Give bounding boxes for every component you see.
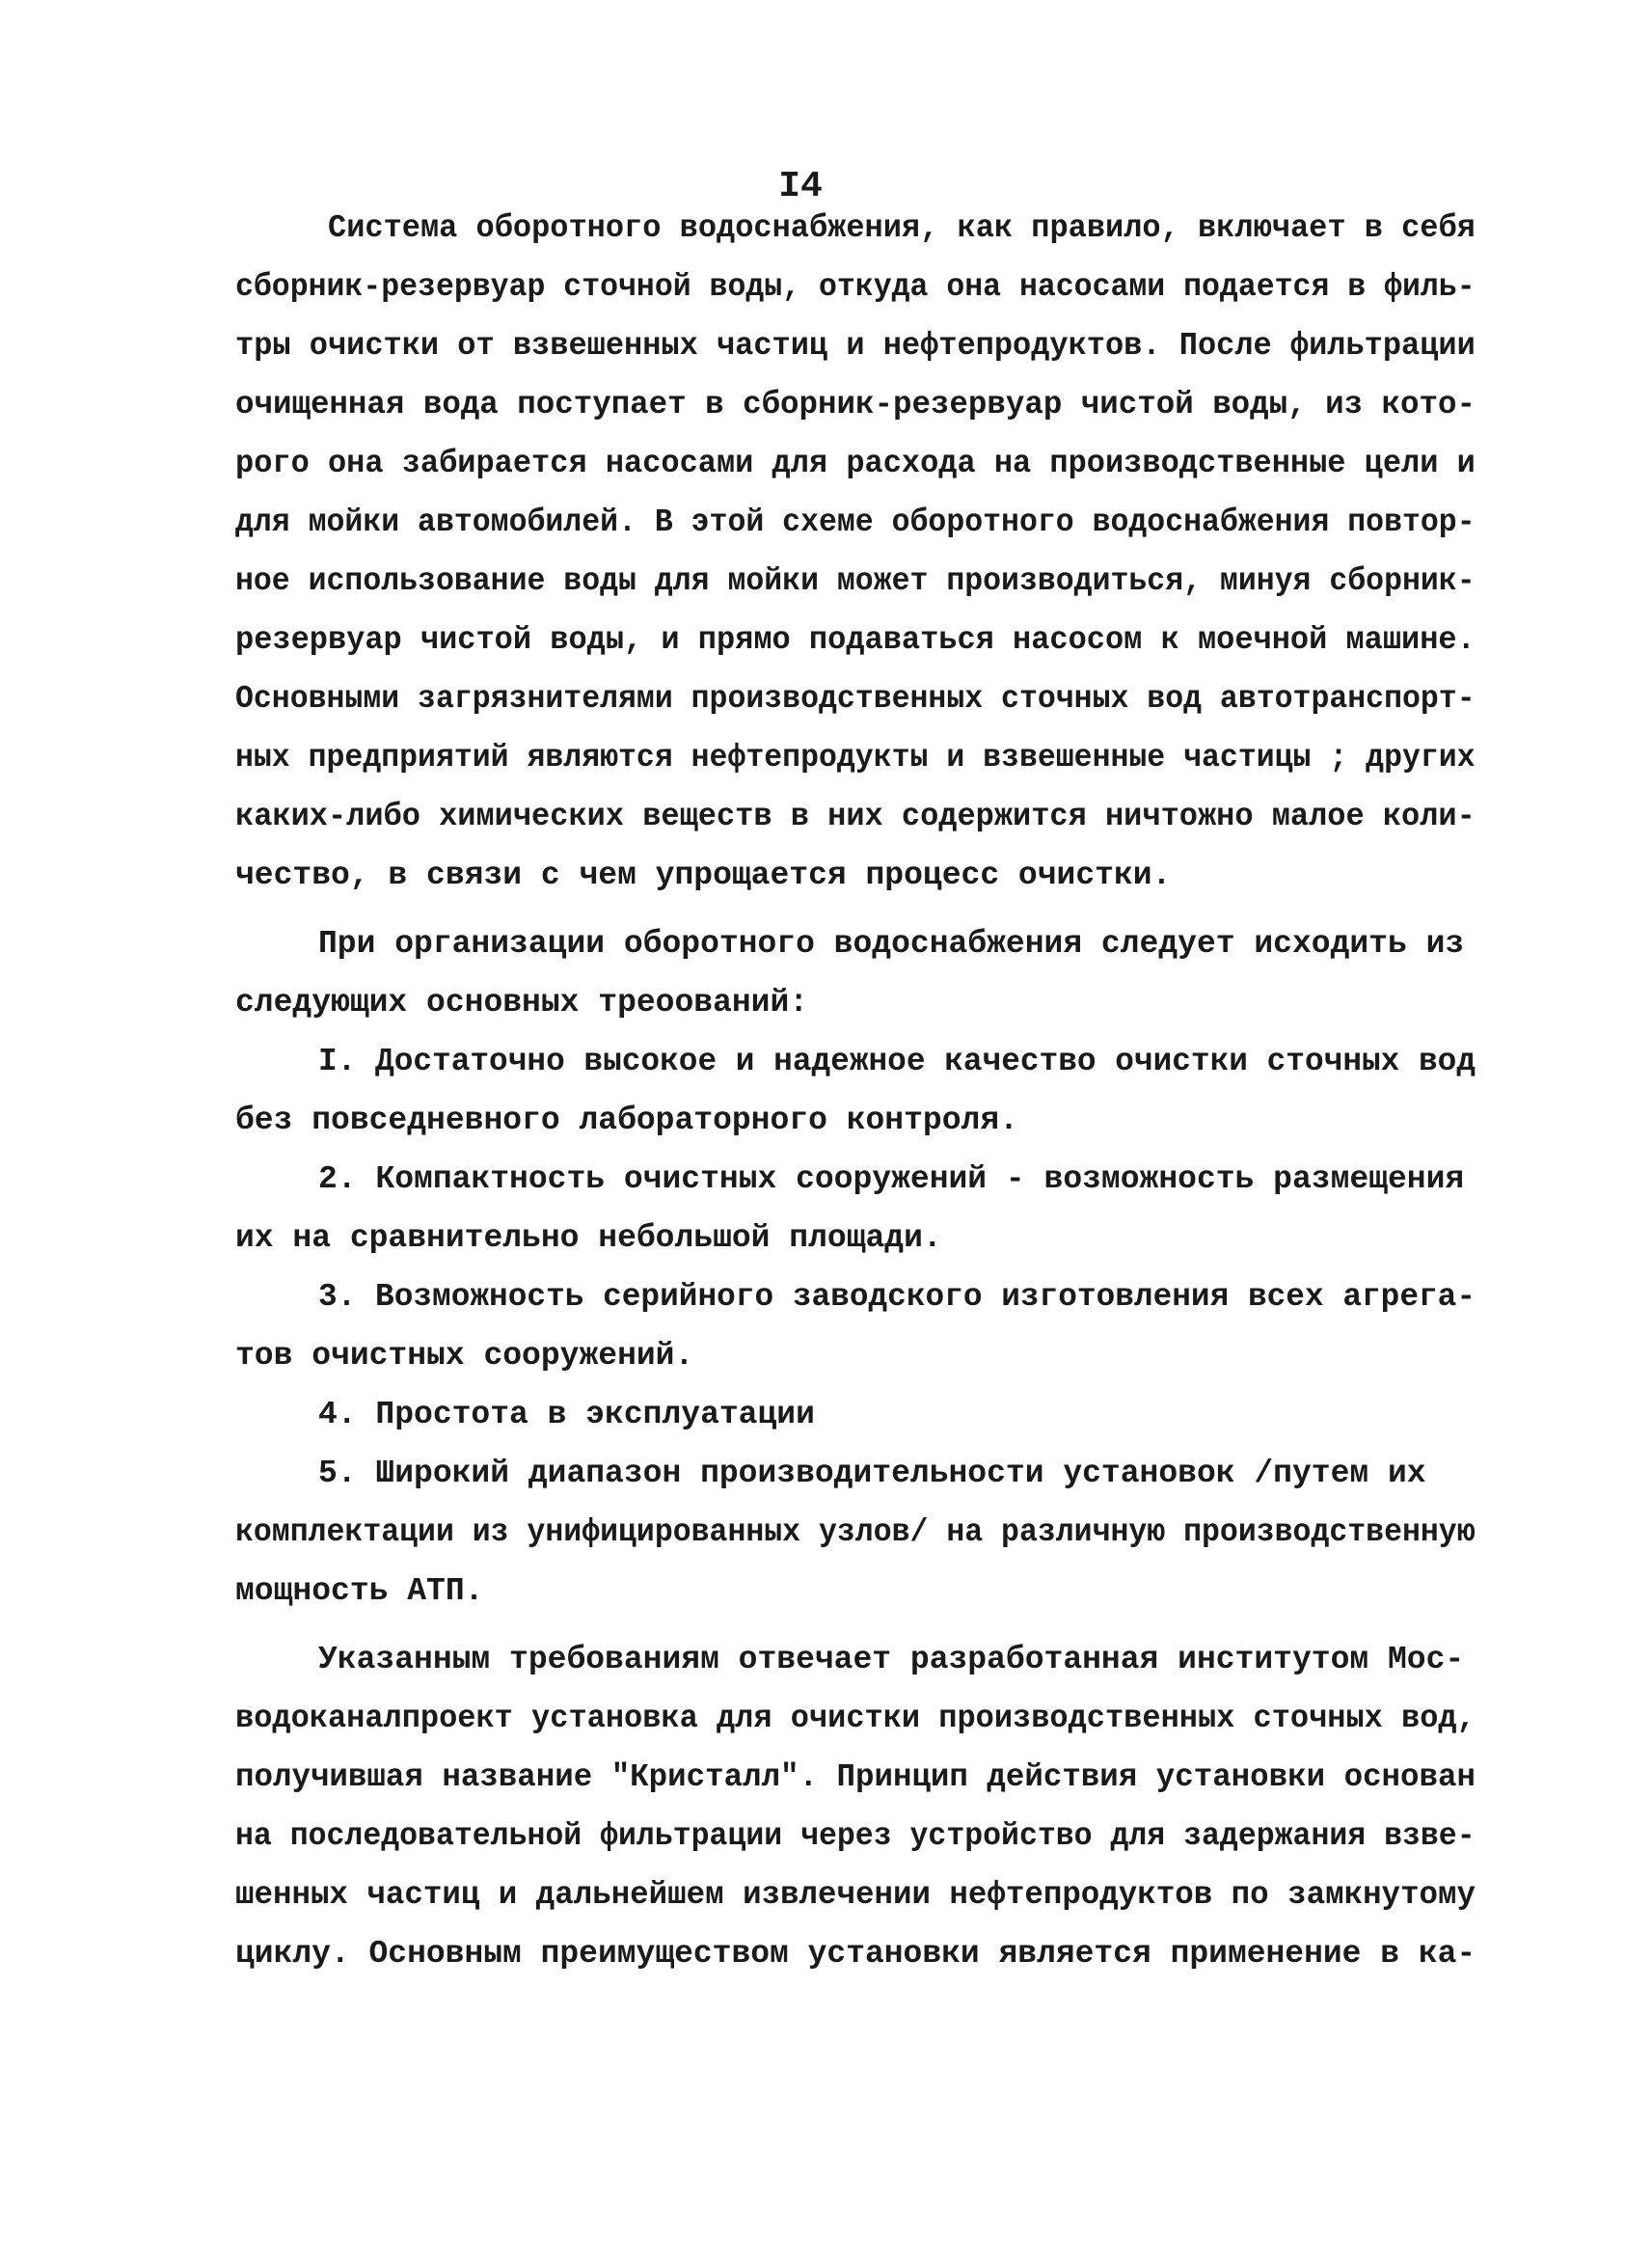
text-line: резервуар чистой воды, и прямо подаваться насосом к моечной машине.	[235, 622, 1476, 658]
list-item-4: 4. Простота в эксплуатации	[318, 1397, 815, 1432]
text-line: на последовательной фильтрации через устройство для задержания взве-	[235, 1818, 1476, 1854]
text-line: тры очистки от взвешенных частиц и нефтепродуктов. После фильтрации	[235, 328, 1476, 364]
text-line: шенных частиц и дальнейшем извлечении нефтепродуктов по замкнутому	[235, 1877, 1476, 1913]
list-item-3: 3. Возможность серийного заводского изготовления всех агрега-	[318, 1279, 1476, 1315]
text-line: для мойки автомобилей. В этой схеме оборотного водоснабжения повтор-	[235, 504, 1476, 540]
text-line: Основными загрязнителями производственных сточных вод автотранспорт-	[235, 681, 1476, 717]
text-line: Указанным требованиям отвечает разработанная институтом Мос-	[318, 1642, 1465, 1677]
text-line: мощность АТП.	[235, 1573, 484, 1609]
page-number: I4	[778, 166, 823, 207]
text-line: получившая название "Кристалл". Принцип действия установки основан	[235, 1759, 1476, 1795]
text-line: сборник-резервуар сточной воды, откуда она насосами подается в филь-	[235, 269, 1476, 305]
text-line: комплектации из унифицированных узлов/ на различную производственную	[235, 1514, 1476, 1550]
text-line: очищенная вода поступает в сборник-резервуар чистой воды, из кото-	[235, 387, 1476, 422]
list-item-2: 2. Компактность очистных сооружений - возможность размещения	[318, 1161, 1465, 1197]
text-line: ное использование воды для мойки может производиться, минуя сборник-	[235, 563, 1476, 599]
text-line: без повседневного лабораторного контроля.	[235, 1103, 1018, 1138]
text-line: При организации оборотного водоснабжения следует исходить из	[318, 926, 1465, 962]
text-line: ных предприятий являются нефтепродукты и взвешенные частицы ; других	[235, 740, 1476, 776]
text-line: водоканалпроект установка для очистки производственных сточных вод,	[235, 1701, 1476, 1736]
list-item-5: 5. Широкий диапазон производительности установок /путем их	[318, 1456, 1426, 1491]
list-item-1: I. Достаточно высокое и надежное качество очистки сточных вод	[318, 1044, 1476, 1079]
text-line: чество, в связи с чем упрощается процесс очистки.	[235, 858, 1172, 893]
text-line: их на сравнительно небольшой площади.	[235, 1220, 942, 1256]
text-line: следующих основных треоований:	[235, 985, 809, 1021]
text-line: циклу. Основным преимуществом установки является применение в ка-	[235, 1936, 1476, 1972]
text-line: каких-либо химических веществ в них содержится ничтожно малое коли-	[235, 799, 1476, 834]
text-line: рого она забирается насосами для расхода на производственные цели и	[235, 446, 1476, 481]
text-line: тов очистных сооружений.	[235, 1338, 694, 1374]
text-line: Система оборотного водоснабжения, как правило, включает в себя	[328, 210, 1476, 246]
